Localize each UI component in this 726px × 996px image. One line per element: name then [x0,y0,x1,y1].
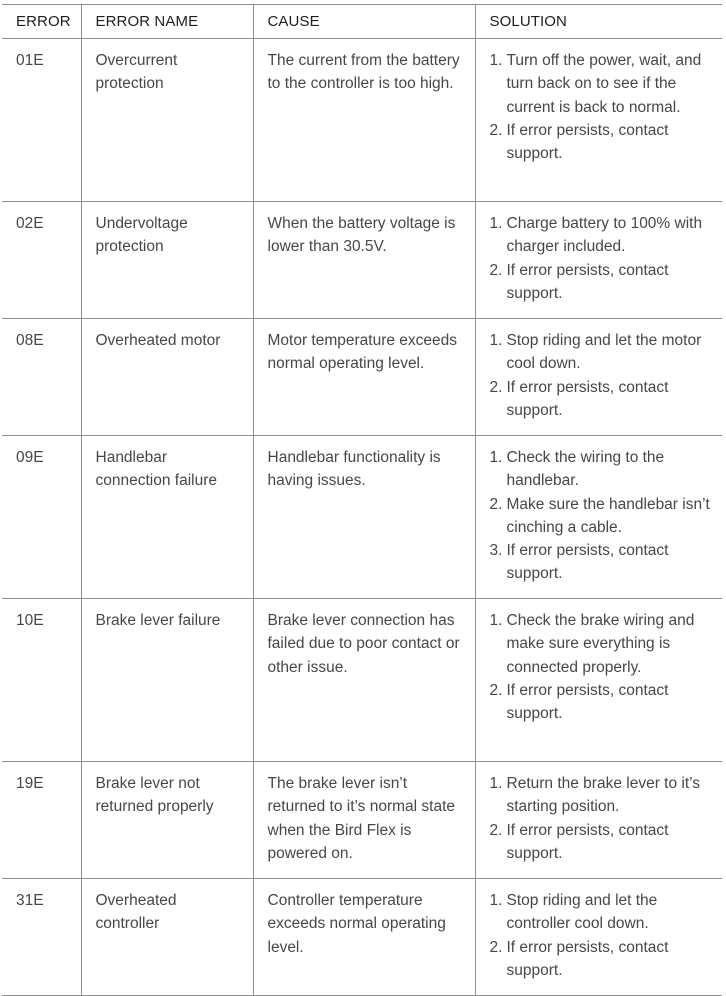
solution-steps [490,889,713,982]
step-text: Return the brake lever to it’s starting position. [506,775,701,816]
solution-cell [475,436,722,599]
step-number: 2. [489,261,503,279]
error-code-cell: 09E [2,436,81,599]
solution-cell [475,202,722,319]
step-text: If error persists, contact support. [506,938,669,979]
cause-cell: When the battery voltage is lower than 30.5V. [253,202,475,319]
step-number: 2. [489,938,503,956]
error-name-cell: Undervoltage protection [81,202,253,319]
step-number: 2. [489,821,503,839]
step-text: If error persists, contact support. [506,542,669,583]
step-number: 1. [489,449,503,466]
solution-step [490,49,713,119]
solution-cell [475,319,722,436]
error-code-cell: 10E [2,599,81,762]
table-row [2,436,722,599]
step-text: If error persists, contact support. [506,121,669,163]
table-row [2,39,722,202]
solution-steps [490,609,713,725]
step-number: 1. [489,332,503,349]
step-text: Stop riding and let the motor cool down. [506,332,702,373]
header-error: ERROR [2,5,81,39]
solution-steps [490,329,713,422]
error-code-cell: 01E [2,39,81,202]
header-error-name: ERROR NAME [81,5,253,39]
solution-cell [475,39,722,202]
step-number: 2. [489,121,503,139]
solution-step [490,329,713,376]
step-text: If error persists, contact support. [506,821,669,862]
cause-cell: Brake lever connection has failed due to poor contact or other issue. [253,599,475,762]
step-text: Make sure the handlebar isn’t cinching a cable. [506,495,710,536]
step-number: 1. [489,892,503,909]
error-code-cell: 31E [2,879,81,996]
step-number: 1. [489,52,503,69]
solution-step [490,376,713,423]
solution-step [490,259,713,306]
step-number: 2. [489,495,503,513]
header-solution: SOLUTION [475,5,722,39]
error-name-cell: Brake lever failure [81,599,253,762]
step-text: Turn off the power, wait, and turn back on to see if the current is back to normal. [506,52,702,116]
solution-cell [475,762,722,879]
solution-cell [475,879,722,996]
error-name-cell: Overcurrent protection [81,39,253,202]
step-text: If error persists, contact support. [506,681,669,723]
solution-steps [490,49,713,165]
solution-cell [475,599,722,762]
cause-cell: The current from the battery to the controller is too high. [253,39,475,202]
cause-cell: Motor temperature exceeds normal operating level. [253,319,475,436]
table-row [2,762,722,879]
step-text: Check the brake wiring and make sure everything is connected properly. [506,612,695,676]
step-number: 1. [489,215,503,232]
table-row [2,599,722,762]
table-header-row [2,5,722,39]
error-name-cell: Brake lever not returned properly [81,762,253,879]
step-number: 1. [489,775,503,792]
solution-step [490,609,713,679]
step-text: If error persists, contact support. [506,261,669,302]
solution-steps [490,212,713,305]
solution-step [490,819,713,866]
table-row [2,879,722,996]
step-number: 1. [489,612,503,629]
error-codes-table [2,4,722,996]
solution-step [490,772,713,819]
table-row [2,202,722,319]
error-code-cell: 08E [2,319,81,436]
solution-step [490,936,713,983]
step-number: 3. [489,542,503,560]
step-text: If error persists, contact support. [506,378,669,419]
step-text: Check the wiring to the handlebar. [506,449,665,490]
solution-step [490,212,713,259]
solution-step [490,679,713,726]
cause-cell: Handlebar functionality is having issues. [253,436,475,599]
solution-step [490,539,713,586]
error-code-cell: 02E [2,202,81,319]
error-code-cell: 19E [2,762,81,879]
step-text: Stop riding and let the controller cool down. [506,892,658,933]
step-number: 2. [489,378,503,396]
error-name-cell: Overheated controller [81,879,253,996]
table-body [2,39,722,996]
error-name-cell: Handlebar connection failure [81,436,253,599]
solution-steps [490,446,713,586]
error-name-cell: Overheated motor [81,319,253,436]
solution-step [490,493,713,540]
cause-cell: Controller temperature exceeds normal operating level. [253,879,475,996]
step-text: Charge battery to 100% with charger included. [506,215,703,256]
solution-step [490,446,713,493]
header-cause: CAUSE [253,5,475,39]
step-number: 2. [489,681,503,699]
cause-cell: The brake lever isn’t returned to it’s normal state when the Bird Flex is powered on. [253,762,475,879]
table-row [2,319,722,436]
solution-step [490,889,713,936]
solution-step [490,119,713,166]
solution-steps [490,772,713,865]
